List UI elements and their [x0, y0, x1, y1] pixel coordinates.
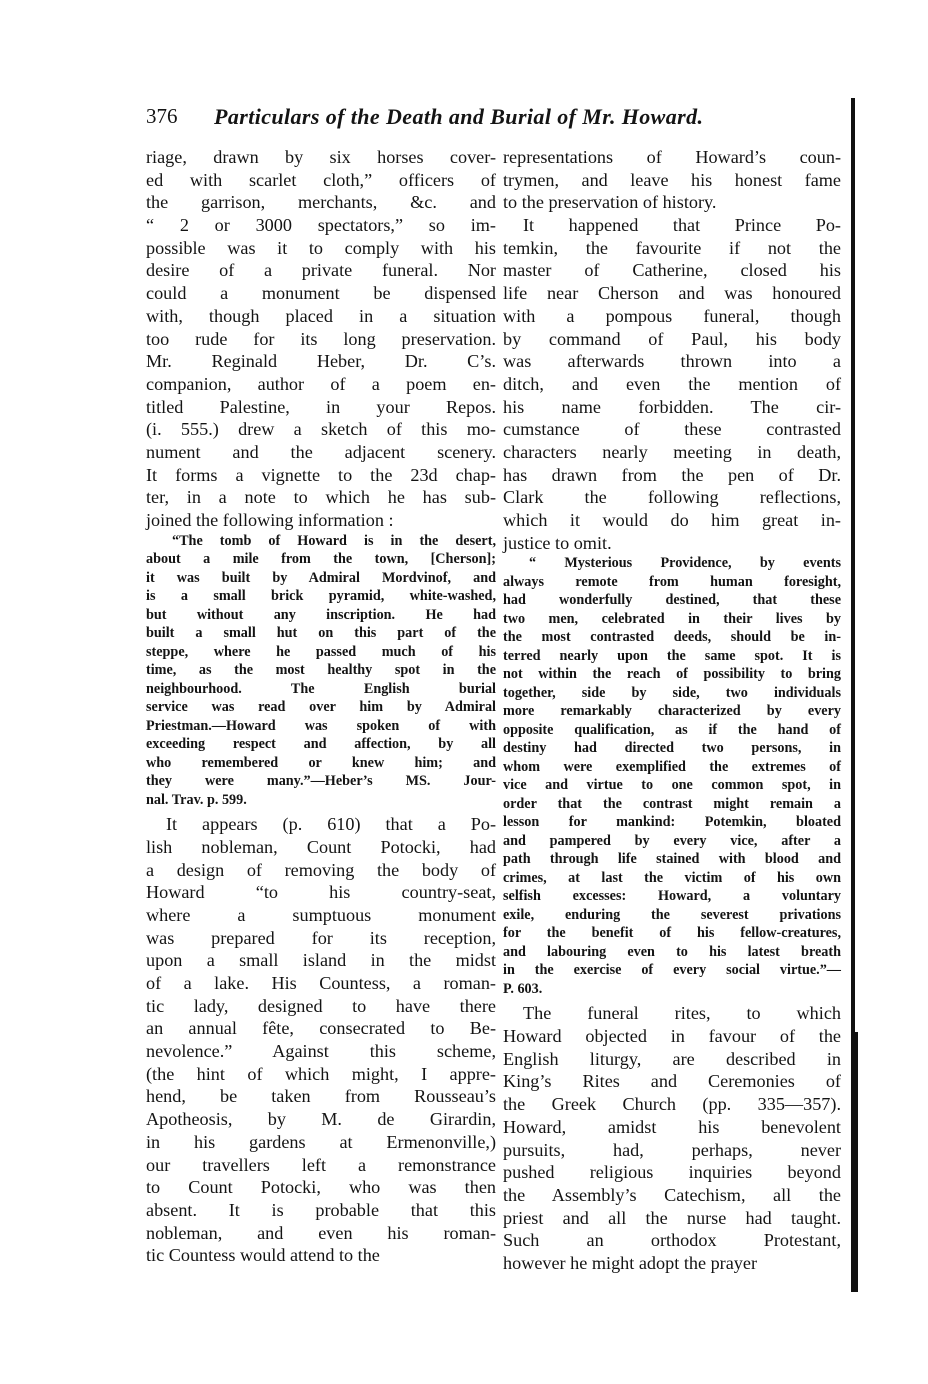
- left-paragraph-1: [146, 146, 496, 532]
- left-quotation: [146, 532, 496, 810]
- quote-line: “The tomb of Howard is in the desert,: [172, 532, 496, 549]
- text-line: the Greek Church (pp. 335—357).: [503, 1094, 841, 1115]
- right-column: [503, 146, 841, 1275]
- text-line: “ 2 or 3000 spectators,” so im-: [146, 215, 496, 236]
- text-line: could a monument be dispensed: [146, 283, 496, 304]
- text-line: Clark the following reflections,: [503, 487, 841, 508]
- quote-line: vice and virtue to one common spot, in: [503, 777, 841, 794]
- text-line: It forms a vignette to the 23d chap-: [146, 464, 496, 485]
- quote-line: P. 603.: [503, 980, 543, 997]
- text-line: pursuits, had, perhaps, never: [503, 1139, 841, 1160]
- text-line: riage, drawn by six horses cover-: [146, 147, 496, 167]
- text-line: cumstance of these contrasted: [503, 419, 841, 440]
- text-line: justice to omit.: [503, 532, 612, 553]
- text-line: his name forbidden. The cir-: [503, 396, 841, 417]
- text-line: hend, be taken from Rousseau’s: [146, 1086, 496, 1107]
- text-line: with a pompous funeral, though: [503, 305, 841, 326]
- text-line: where a sumptuous monument: [146, 904, 496, 925]
- quote-line: whom were exemplified the extremes of: [503, 758, 841, 775]
- text-line: titled Palestine, in your Repos.: [146, 396, 496, 417]
- quote-line: and labouring even to his latest breath: [503, 943, 841, 960]
- text-line: too rude for its long preservation.: [146, 328, 496, 349]
- quote-line: neighbourhood. The English burial: [146, 680, 496, 697]
- quote-line: nal. Trav. p. 599.: [146, 791, 247, 808]
- running-title: Particulars of the Death and Burial of Mr. Howard.: [214, 104, 704, 129]
- text-line: trymen, and leave his honest fame: [503, 169, 841, 190]
- text-line: ditch, and even the mention of: [503, 373, 841, 394]
- text-line: upon a small island in the midst: [146, 950, 496, 971]
- text-line: lish nobleman, Count Potocki, had: [146, 836, 496, 857]
- text-line: nument and the adjacent scenery.: [146, 441, 496, 462]
- page-header: [146, 104, 846, 134]
- right-paragraph-3: [503, 1002, 841, 1274]
- text-line: in his gardens at Ermenonville,): [146, 1131, 496, 1152]
- text-line: life near Cherson and was honoured: [503, 283, 841, 304]
- text-line: representations of Howard’s coun-: [503, 147, 841, 167]
- quote-line: exceeding respect and affection, by all: [146, 736, 496, 753]
- text-line: the Assembly’s Catechism, all the: [503, 1184, 841, 1205]
- text-line: Howard objected in favour of the: [503, 1026, 841, 1047]
- quote-line: lesson for mankind: Potemkin, bloated: [503, 814, 841, 831]
- text-line: It happened that Prince Po-: [523, 215, 841, 236]
- text-line: pushed religious inquiries beyond: [503, 1162, 841, 1183]
- text-line: possible was it to comply with his: [146, 237, 496, 258]
- quote-line: order that the contrast might remain a: [503, 795, 841, 812]
- text-line: our travellers left a remonstrance: [146, 1154, 496, 1175]
- quote-line: path through life stained with blood and: [503, 851, 841, 868]
- text-line: master of Catherine, closed his: [503, 260, 841, 281]
- text-line: however he might adopt the prayer: [503, 1252, 758, 1273]
- quote-line: built a small hut on this part of the: [146, 625, 496, 642]
- quote-line: terred nearly upon the same spot. It is: [503, 647, 841, 664]
- text-line: temkin, the favourite if not the: [503, 237, 841, 258]
- text-line: priest and all the nurse had taught.: [503, 1207, 841, 1228]
- text-line: by command of Paul, his body: [503, 328, 841, 349]
- quote-line: crimes, at last the victim of his own: [503, 869, 841, 886]
- quote-line: exile, enduring the severest privations: [503, 906, 841, 923]
- text-line: desire of a private funeral. Nor: [146, 260, 496, 281]
- text-line: (i. 555.) drew a sketch of this mo-: [146, 419, 496, 440]
- quote-line: it was built by Admiral Mordvinof, and: [146, 569, 496, 586]
- quote-line: is a small brick pyramid, white-washed,: [146, 588, 496, 605]
- text-line: tic lady, designed to have there: [146, 995, 496, 1016]
- quote-line: they were many.”—Heber’s MS. Jour-: [146, 773, 496, 790]
- quote-line: who remembered or knew him; and: [146, 754, 496, 771]
- left-column: [146, 146, 496, 1267]
- quote-line: had wonderfully destined, that these: [503, 592, 841, 609]
- text-line: ed with scarlet cloth,” officers of: [146, 169, 496, 190]
- quote-line: always remote from human foresight,: [503, 573, 841, 590]
- right-quotation: [503, 554, 841, 998]
- quote-line: time, as the most healthy spot in the: [146, 662, 496, 679]
- text-line: to Count Potocki, who was then: [146, 1177, 496, 1198]
- page-number: 376: [146, 104, 178, 128]
- text-line: was afterwards thrown into a: [503, 351, 841, 372]
- quote-line: about a mile from the town, [Cherson];: [146, 551, 496, 568]
- text-line: Apotheosis, by M. de Girardin,: [146, 1109, 496, 1130]
- quote-line: but without any inscription. He had: [146, 606, 496, 623]
- quote-line: Priestman.—Howard was spoken of with: [146, 717, 496, 734]
- text-line: joined the following information :: [146, 510, 394, 530]
- text-line: was prepared for its reception,: [146, 927, 496, 948]
- quote-line: in the exercise of every social virtue.”—: [503, 962, 841, 979]
- text-line: a design of removing the body of: [146, 859, 496, 880]
- text-line: tic Countess would attend to the: [146, 1245, 380, 1266]
- text-line: which it would do him great in-: [503, 510, 841, 530]
- text-line: characters nearly meeting in death,: [503, 441, 841, 462]
- text-line: an annual fête, consecrated to Be-: [146, 1018, 496, 1039]
- text-line: nobleman, and even his roman-: [146, 1222, 496, 1243]
- text-line: King’s Rites and Ceremonies of: [503, 1071, 841, 1092]
- text-line: has drawn from the pen of Dr.: [503, 464, 841, 485]
- text-line: Such an orthodox Protestant,: [503, 1230, 841, 1251]
- text-line: the garrison, merchants, &c. and: [146, 192, 496, 213]
- left-paragraph-2: [146, 813, 496, 1267]
- text-line: of a lake. His Countess, a roman-: [146, 973, 496, 993]
- text-line: ter, in a note to which he has sub-: [146, 487, 496, 508]
- quote-line: for the benefit of his fellow-creatures,: [503, 925, 841, 942]
- quote-line: selfish excesses: Howard, a voluntary: [503, 888, 841, 905]
- text-line: The funeral rites, to which: [523, 1003, 841, 1024]
- quote-line: and pampered by every vice, after a: [503, 832, 841, 849]
- text-line: with, though placed in a situation: [146, 305, 496, 326]
- text-line: to the preservation of history.: [503, 192, 717, 213]
- text-line: Howard “to his country-seat,: [146, 882, 496, 903]
- text-line: companion, author of a poem en-: [146, 373, 496, 394]
- quote-line: opposite qualification, as if the hand of: [503, 721, 841, 738]
- text-line: Howard, amidst his benevolent: [503, 1116, 841, 1137]
- quote-line: steppe, where he passed much of his: [146, 643, 496, 660]
- right-paragraph-1: [503, 146, 841, 214]
- quote-line: two men, celebrated in their lives by: [503, 610, 841, 627]
- text-line: It appears (p. 610) that a Po-: [166, 814, 496, 835]
- text-line: Mr. Reginald Heber, Dr. C’s.: [146, 351, 496, 372]
- text-line: (the hint of which might, I appre-: [146, 1063, 496, 1084]
- quote-line: service was read over him by Admiral: [146, 699, 496, 716]
- quote-line: destiny had directed two persons, in: [503, 740, 841, 757]
- right-paragraph-2: [503, 214, 841, 554]
- text-line: absent. It is probable that this: [146, 1199, 496, 1220]
- text-line: English liturgy, are described in: [503, 1048, 841, 1069]
- quote-line: “ Mysterious Providence, by events: [529, 555, 841, 572]
- quote-line: the most contrasted deeds, should be in-: [503, 629, 841, 646]
- quote-line: more remarkably characterized by every: [503, 703, 841, 720]
- quote-line: together, side by side, two individuals: [503, 684, 841, 701]
- quote-line: not within the reach of possibility to bring: [503, 666, 841, 683]
- text-line: nevolence.” Against this scheme,: [146, 1041, 496, 1062]
- vertical-rule: [851, 98, 855, 1292]
